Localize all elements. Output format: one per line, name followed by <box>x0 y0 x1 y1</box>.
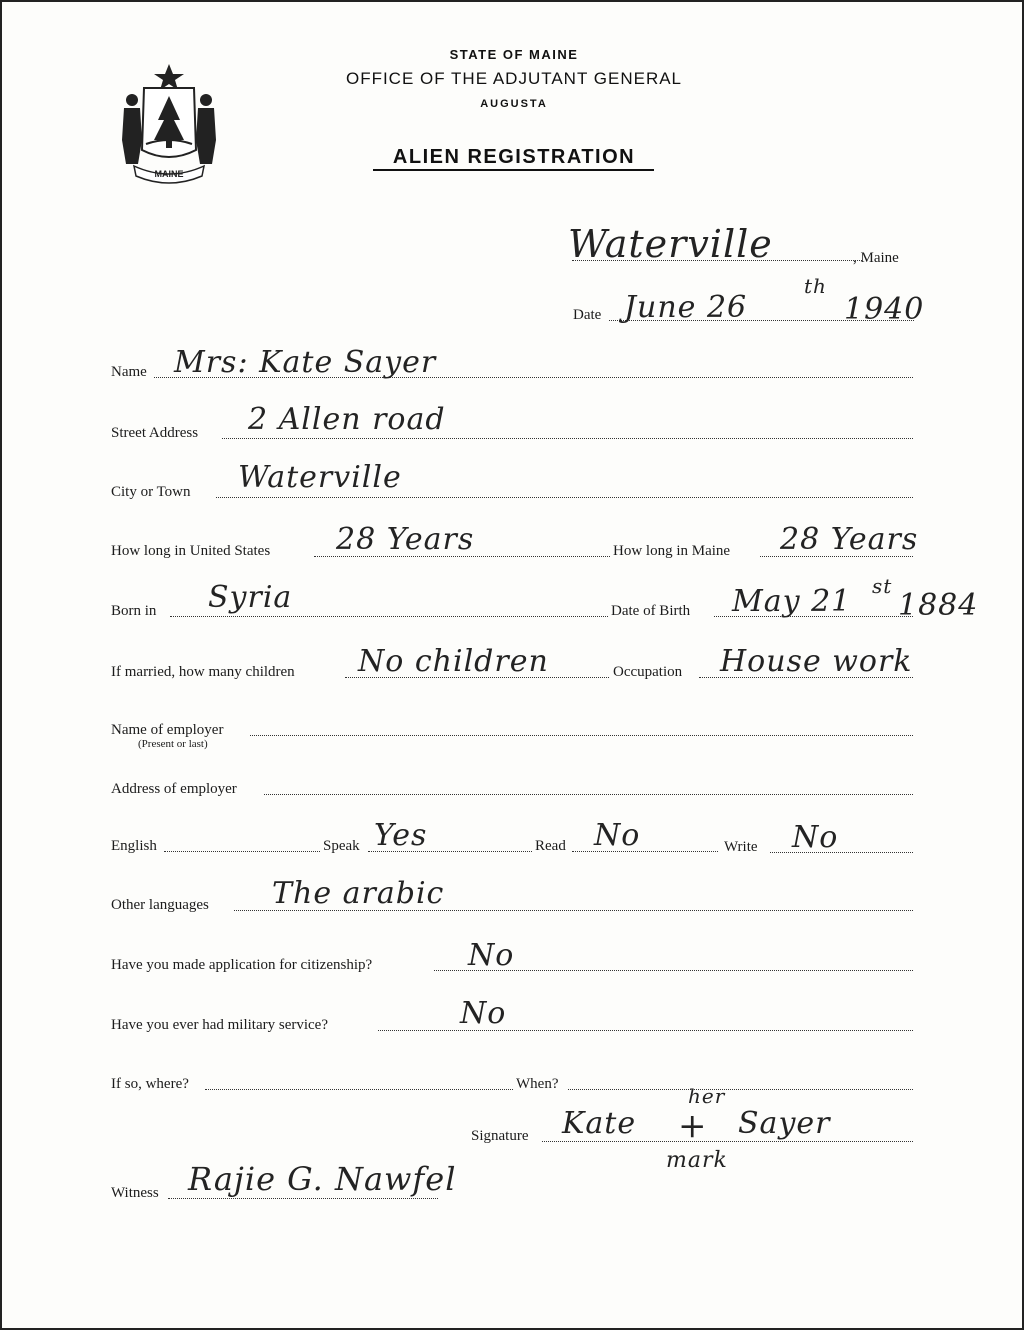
title-underline <box>373 169 654 171</box>
employer-address-label: Address of employer <box>111 781 237 797</box>
signature-label: Signature <box>471 1128 529 1144</box>
children-label: If married, how many children <box>111 664 295 680</box>
employer-line <box>250 735 913 736</box>
signature-last-name: Sayer <box>738 1106 831 1141</box>
citizenship-label: Have you made application for citizenship? <box>111 957 373 973</box>
signature-first-name: Kate <box>562 1106 637 1141</box>
military-label: Have you ever had military service? <box>111 1017 328 1033</box>
other-languages-value: The arabic <box>272 876 445 911</box>
born-value: Syria <box>208 580 293 615</box>
signature-mark-symbol: + <box>678 1106 708 1146</box>
city-value: Waterville <box>238 460 402 495</box>
speak-value: Yes <box>374 818 428 853</box>
date-suffix: th <box>804 274 827 298</box>
maine-label: , Maine <box>853 250 899 266</box>
witness-value: Rajie G. Nawfel <box>188 1160 457 1198</box>
city-line <box>216 497 913 498</box>
witness-label: Witness <box>111 1185 159 1201</box>
state-heading: STATE OF MAINE <box>449 47 579 62</box>
city-label: City or Town <box>111 484 191 500</box>
occupation-value: House work <box>720 644 913 679</box>
name-label: Name <box>111 364 147 380</box>
date-month-value: June 26 <box>624 290 748 325</box>
read-label: Read <box>535 838 566 854</box>
born-label: Born in <box>111 603 157 619</box>
military-line <box>378 1030 913 1031</box>
town-value: Waterville <box>568 222 773 266</box>
signature-line <box>542 1141 913 1142</box>
occupation-label: Occupation <box>613 664 683 680</box>
form-title: ALIEN REGISTRATION <box>392 146 636 168</box>
dob-value: May 21 <box>732 584 852 619</box>
maine-duration-label: How long in Maine <box>613 543 731 559</box>
citizenship-value: No <box>468 938 515 973</box>
military-value: No <box>460 996 507 1031</box>
dob-year-value: 1884 <box>898 588 979 623</box>
other-languages-label: Other languages <box>111 897 209 913</box>
read-value: No <box>594 818 641 853</box>
maine-duration-value: 28 Years <box>780 522 919 557</box>
employer-address-line <box>264 794 913 795</box>
write-value: No <box>792 820 839 855</box>
office-heading: OFFICE OF THE ADJUTANT GENERAL <box>345 69 683 88</box>
speak-label: Speak <box>323 838 360 854</box>
date-label: Date <box>573 307 602 323</box>
seal-banner-text: MAINE <box>154 169 184 179</box>
when-label: When? <box>516 1076 559 1092</box>
employer-sublabel: (Present or last) <box>138 738 208 750</box>
when-line <box>568 1089 913 1090</box>
dob-label: Date of Birth <box>611 603 691 619</box>
write-label: Write <box>724 839 758 855</box>
witness-line <box>168 1198 438 1199</box>
us-duration-value: 28 Years <box>336 522 475 557</box>
born-line <box>170 616 608 617</box>
street-label: Street Address <box>111 425 199 441</box>
name-value: Mrs: Kate Sayer <box>174 345 437 380</box>
signature-her: her <box>688 1084 726 1108</box>
signature-mark: mark <box>666 1148 728 1173</box>
dob-suffix: st <box>872 574 893 598</box>
us-duration-label: How long in United States <box>111 543 271 559</box>
city-heading: AUGUSTA <box>480 98 548 110</box>
employer-label: Name of employer <box>111 722 224 738</box>
date-year-value: 1940 <box>844 292 925 327</box>
street-line <box>222 438 913 439</box>
where-label: If so, where? <box>111 1076 189 1092</box>
english-label: English <box>111 838 157 854</box>
where-line <box>205 1089 513 1090</box>
street-value: 2 Allen road <box>248 402 446 437</box>
children-value: No children <box>358 644 549 679</box>
english-line <box>164 851 320 852</box>
